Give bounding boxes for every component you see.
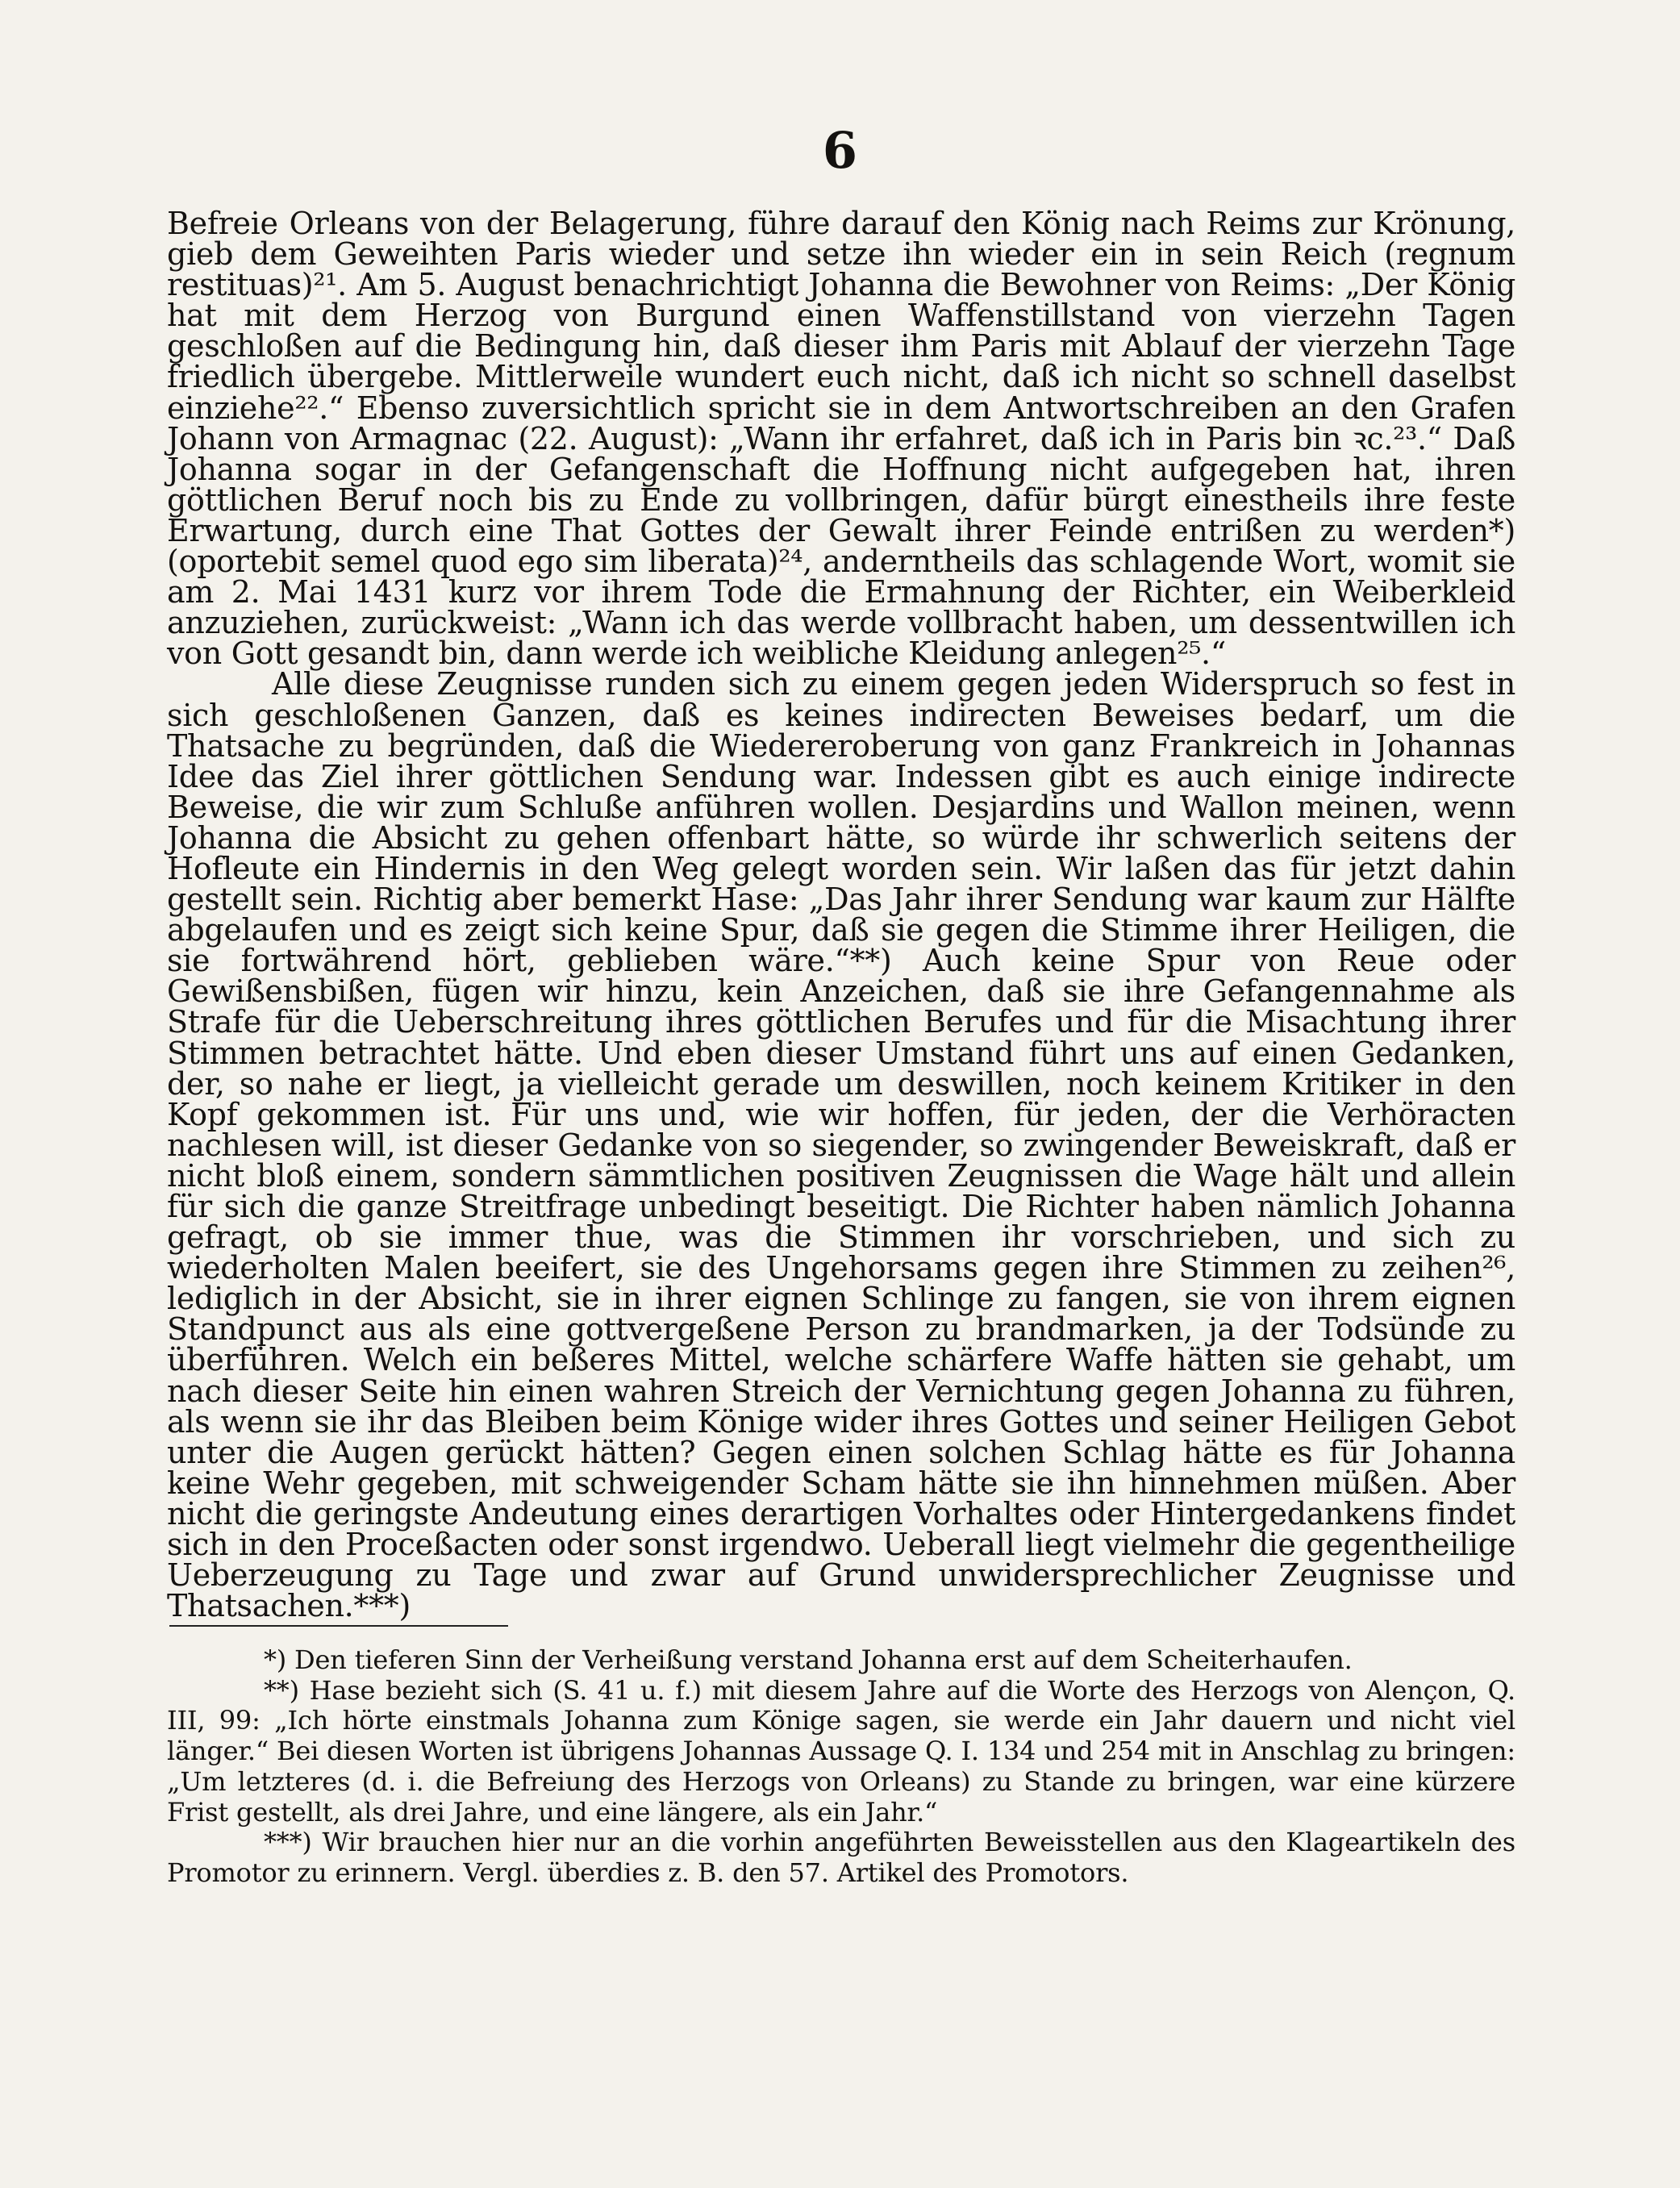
footnote-1: *) Den tieferen Sinn der Verheißung verstand Johanna erst auf dem Scheiterhaufen. <box>264 1644 1353 1675</box>
footnotes <box>167 1645 1515 1889</box>
paragraph-2: Alle diese Zeugnisse runden sich zu einem gegen jeden Widerspruch so fest in sich geschloßenen Ganzen, daß es keines indirecten Beweises bedarf, um die Thatsache zu begründen, daß die Wiedereroberung von ganz Frankreich in Johannas Idee das Ziel ihrer göttlichen Sendung war. Indessen gibt es auch einige indirecte Beweise, die wir zum Schluße anführen wollen. Desjardins und Wallon meinen, wenn Johanna die Absicht zu gehen offenbart hätte, so würde ihr schwerlich seitens der Hofleute ein Hindernis in den Weg gelegt worden sein. Wir laßen das für jetzt dahin gestellt sein. Richtig aber bemerkt Hase: „Das Jahr ihrer Sendung war kaum zur Hälfte abgelaufen und es zeigt sich keine Spur, daß sie gegen die Stimme ihrer Heiligen, die sie fortwährend hört, geblieben wäre.“**) Auch keine Spur von Reue oder Gewißensbißen, fügen wir hinzu, kein Anzeichen, daß sie ihre Gefangennahme als Strafe für die Ueberschreitung ihres göttlichen Berufes und für die Misachtung ihrer Stimmen betrachtet hätte. Und eben dieser Umstand führt uns auf einen Gedanken, der, so nahe er liegt, ja vielleicht gerade um deswillen, noch keinem Kritiker in den Kopf gekommen ist. Für uns und, wie wir hoffen, für jeden, der die Verhöracten nachlesen will, ist dieser Gedanke von so siegender, so zwingender Beweiskraft, daß er nicht bloß einem, sondern sämmtlichen positiven Zeugnissen die Wage hält und allein für sich die ganze Streitfrage unbedingt beseitigt. Die Richter haben nämlich Johanna gefragt, ob sie immer thue, was die Stimmen ihr vorschrieben, und sich zu wiederholten Malen beeifert, sie des Ungehorsams gegen ihre Stimmen zu zeihen²⁶, lediglich in der Absicht, sie in ihrer eignen Schlinge zu fangen, sie von ihrem eignen Standpunct aus als eine gottvergeßene Person zu brandmarken, ja der Todsünde zu überführen. Welch ein beßeres Mittel, welche schärfere Waffe hätten sie gehabt, um nach dieser Seite hin einen wahren Streich der Vernichtung gegen Johanna zu führen, als wenn sie ihr das Bleiben beim Könige wider ihres Gottes und seiner Heiligen Gebot unter die Augen gerückt hätten? Gegen einen solchen Schlag hätte es für Johanna keine Wehr gegeben, mit schweigender Scham hätte sie ihn hinnehmen müßen. Aber nicht die geringste Andeutung eines derartigen Vorhaltes oder Hintergedankens findet sich in den Proceßacten oder sonst irgendwo. Ueberall liegt vielmehr die gegentheilige Ueberzeugung zu Tage und zwar auf Grund unwidersprechlicher Zeugnisse und Thatsachen.***) <box>167 666 1515 1624</box>
footnote-2: **) Hase bezieht sich (S. 41 u. f.) mit diesem Jahre auf die Worte des Herzogs von Alençon, Q. III, 99: „Ich hörte einstmals Johanna zum Könige sagen, sie werde ein Jahr dauern und nicht viel länger.“ Bei diesen Worten ist übrigens Johannas Aussage Q. I. 134 und 254 mit in Anschlag zu bringen: „Um letzteres (d. i. die Befreiung des Herzogs von Orleans) zu Stande zu bringen, war eine kürzere Frist gestellt, als drei Jahre, und eine längere, als ein Jahr.“ <box>167 1674 1515 1828</box>
footnote-3: ***) Wir brauchen hier nur an die vorhin angeführten Beweisstellen aus den Klageartikeln des Promotor zu erinnern. Vergl. überdies z. B. den 57. Artikel des Promotors. <box>167 1827 1515 1888</box>
paragraph-1: Befreie Orleans von der Belagerung, führe darauf den König nach Reims zur Krönung, gieb dem Geweihten Paris wieder und setze ihn wieder ein in sein Reich (regnum restituas)²¹. Am 5. August benachrichtigt Johanna die Bewohner von Reims: „Der König hat mit dem Herzog von Burgund einen Waffenstillstand von vierzehn Tagen geschloßen auf die Bedingung hin, daß dieser ihm Paris mit Ablauf der vierzehn Tage friedlich übergebe. Mittlerweile wundert euch nicht, daß ich nicht so schnell daselbst einziehe²².“ Ebenso zuversichtlich spricht sie in dem Antwortschreiben an den Grafen Johann von Armagnac (22. August): „Wann ihr erfahret, daß ich in Paris bin ꝛc.²³.“ Daß Johanna sogar in der Gefangenschaft die Hoffnung nicht aufgegeben hat, ihren göttlichen Beruf noch bis zu Ende zu vollbringen, dafür bürgt einestheils ihre feste Erwartung, durch eine That Gottes der Gewalt ihrer Feinde entrißen zu werden*) (oportebit semel quod ego sim liberata)²⁴, anderntheils das schlagende Wort, womit sie am 2. Mai 1431 kurz vor ihrem Tode die Ermahnung der Richter, ein Weiberkleid anzuziehen, zurückweist: „Wann ich das werde vollbracht haben, um dessentwillen ich von Gott gesandt bin, dann werde ich weibliche Kleidung anlegen²⁵.“ <box>167 206 1515 672</box>
footnote-divider <box>169 1625 508 1627</box>
page-number: 6 <box>822 121 858 180</box>
main-text <box>167 206 1515 1624</box>
